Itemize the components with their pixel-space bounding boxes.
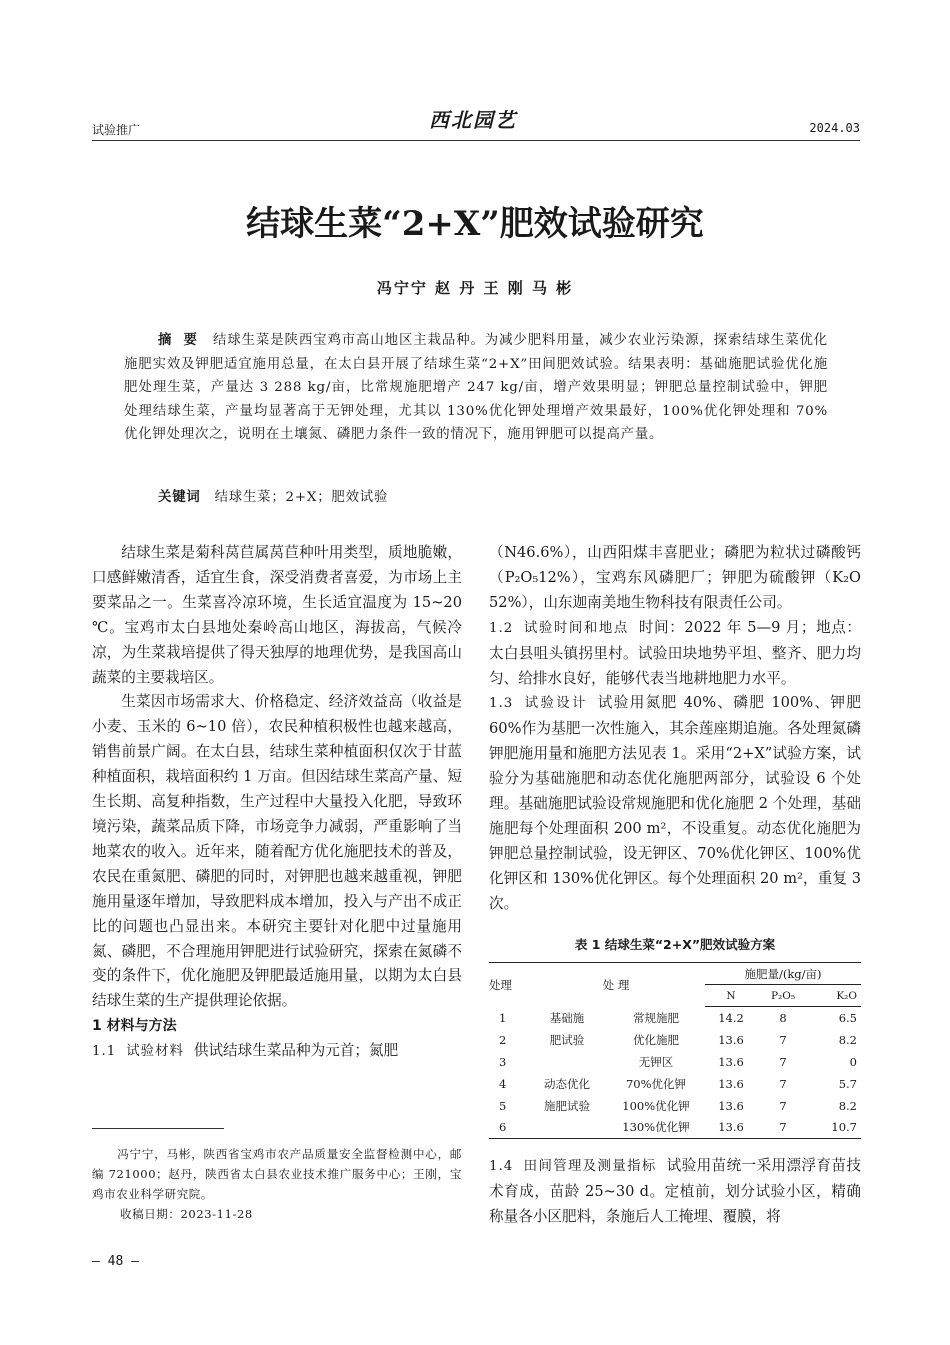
col-header-p: P₂O₅ [757, 985, 809, 1007]
k-value: 8.2 [838, 1032, 857, 1047]
header-rule [92, 140, 860, 141]
row-id: 3 [499, 1054, 507, 1069]
fertilizer-table [489, 962, 861, 1139]
keywords-label: 关键词 [158, 490, 201, 505]
group-label: 动态优化 [544, 1076, 590, 1091]
subsection-1-4 [489, 1154, 861, 1230]
article-authors: 冯宁宁 赵 丹 王 刚 马 彬 [376, 279, 574, 297]
n-value: 13.6 [718, 1054, 744, 1069]
right-column [489, 541, 861, 917]
journal-logo: 西北园艺 [429, 108, 517, 132]
materials-continued: （N46.6%），山西阳煤丰喜肥业；磷肥为粒状过磷酸钙（P₂O₅12%），宝鸡东风磷肥厂；钾肥为硫酸钾（K₂O 52%），山东迦南美地生物科技有限责任公司。 [489, 544, 861, 611]
n-value: 14.2 [718, 1010, 744, 1025]
col-header-amount: 施肥量/(kg/亩) [705, 963, 861, 985]
subsection-1-4-title: 田间管理及测量指标 [523, 1159, 657, 1174]
keywords [158, 486, 828, 505]
subsection-1-4-number: 1.4 [489, 1159, 514, 1174]
abstract-label: 摘要 [158, 333, 210, 348]
col-header-k: K₂O [809, 985, 861, 1007]
n-value: 13.6 [718, 1032, 744, 1047]
subsection-1-1-title: 试验材料 [126, 1044, 184, 1060]
subsection-1-1-number: 1.1 [92, 1044, 117, 1060]
abstract [124, 329, 828, 447]
treatment-name: 70%优化钾 [625, 1076, 687, 1091]
abstract-text: 结球生菜是陕西宝鸡市高山地区主栽品种。为减少肥料用量，减少农业污染源，探索结球生菜优化施肥实效及钾肥适宜施用总量，在太白县开展了结球生菜“2+X”田间肥效试验。结果表明：基础施肥试验优化施肥处理生菜，产量达 3 288 kg/亩，比常规施肥增产 247 kg/亩，增产效果明显；钾肥总量控制试验中，钾肥处理结球生菜，产量均显著高于无钾处理，尤其以 130%优化钾处理增产效果最好，100%优化钾处理和 70%优化钾处理次之，说明在土壤氮、磷肥力条件一致的情况下，施用钾肥可以提高产量。 [124, 333, 828, 442]
group-label [527, 1051, 607, 1073]
treatment-name: 无钾区 [638, 1054, 674, 1069]
p-value: 7 [779, 1098, 787, 1113]
table-row [489, 1007, 861, 1029]
p-value: 7 [779, 1076, 787, 1091]
section-label: 试验推广 [92, 123, 141, 137]
p-value: 8 [779, 1010, 787, 1025]
p-value: 7 [757, 1117, 809, 1139]
k-value: 8.2 [838, 1098, 857, 1113]
k-value: 6.5 [838, 1010, 857, 1025]
section-1-heading [92, 1014, 462, 1039]
p-value: 7 [779, 1032, 787, 1047]
intro-paragraph-2: 生菜因市场需求大、价格稳定、经济效益高（收益是小麦、玉米的 6~10 倍），农民种植积极性也越来越高，销售前景广阔。在太白县，结球生菜种植面积仅次于甘蓝种植面积，栽培面积约 1 万亩。但因结球生菜高产量、短生长期、高复种指数，生产过程中大量投入化肥，导致环境污染，蔬菜品质下降，市场竞争力减弱，严重影响了当地菜农的收入。近年来，随着配方优化施肥技术的普及，农民在重氮肥、磷肥的同时，对钾肥也越来越重视，钾肥施用量逐年增加，导致肥料成本增加，投入与产出不成正比的问题也凸显出来。本研究主要针对化肥中过量施用氮、磷肥，不合理施用钾肥进行试验研究，探索在氮磷不变的条件下，优化施肥及钾肥最适施用量，以期为太白县结球生菜的生产提供理论依据。 [92, 693, 462, 1010]
running-header [92, 108, 860, 142]
subsection-1-3-number: 1.3 [489, 696, 514, 712]
table-row [489, 1051, 861, 1073]
treatment-name: 优化施肥 [633, 1032, 679, 1047]
footnote-rule [92, 1128, 224, 1129]
treatment-name: 130%优化钾 [607, 1117, 705, 1139]
row-id: 6 [489, 1117, 527, 1139]
row-id: 5 [499, 1098, 507, 1113]
col-header-treatment: 处 理 [527, 963, 705, 1007]
table-row [489, 1073, 861, 1095]
subsection-1-3 [489, 691, 861, 916]
keywords-text: 结球生菜；2+X；肥效试验 [214, 490, 389, 505]
table-row [489, 1029, 861, 1051]
subsection-1-2-title: 试验时间和地点 [523, 620, 629, 636]
group-label: 肥试验 [549, 1032, 585, 1047]
author-footnote: 冯宁宁，马彬，陕西省宝鸡市农产品质量安全监督检测中心，邮编 721000；赵丹，陕西省太白县农业技术推广服务中心；王刚，宝鸡市农业科学研究院。 [92, 1147, 462, 1201]
col-header-id: 处理 [489, 963, 527, 1007]
k-value: 5.7 [838, 1076, 857, 1091]
subsection-1-3-text: 试验用氮肥 40%、磷肥 100%、钾肥 60%作为基肥一次性施入，其余莲座期追施。各处理氮磷钾肥施用量和施肥方法见表 1。采用“2+X”试验方案，试验分为基础施肥和动态优化施肥两部分，试验设 6 个处理。基础施肥试验设常规施肥和优化施肥 2 个处理，基础施肥每个处理面积 200 m²，不设重复。动态优化施肥为钾肥总量控制试验，设无钾区、70%优化钾区、100%优化钾区和 130%优化钾区。每个处理面积 20 m²，重复 3 次。 [489, 694, 861, 912]
received-date: 收稿日期：2023-11-28 [120, 1207, 253, 1221]
subsection-1-1-text: 供试结球生菜品种为元首；氮肥 [193, 1042, 399, 1060]
row-id: 4 [499, 1076, 507, 1091]
treatment-name: 常规施肥 [633, 1010, 679, 1025]
table-row [489, 1117, 861, 1139]
p-value: 7 [779, 1054, 787, 1069]
subsection-1-2-text: 时间：2022 年 5—9 月；地点：太白县咀头镇拐里村。试验田块地势平坦、整齐、肥力均匀、给排水良好，能够代表当地耕地肥力水平。 [489, 618, 861, 687]
page-number: — 48 — [92, 1254, 139, 1269]
row-id: 2 [499, 1032, 507, 1047]
n-value: 13.6 [718, 1098, 744, 1113]
subsection-1-1 [92, 1039, 462, 1065]
col-header-n: N [705, 985, 757, 1007]
group-label [527, 1117, 607, 1139]
subsection-1-4-text: 试验用苗统一采用漂浮育苗技术育成，苗龄 25~30 d。定植前，划分试验小区，精确称量各小区肥料，条施后人工掩埋、覆膜，将 [489, 1157, 861, 1225]
subsection-1-2-number: 1.2 [489, 620, 514, 636]
left-column [92, 541, 462, 1065]
k-value: 10.7 [809, 1117, 861, 1139]
n-value: 13.6 [718, 1076, 744, 1091]
section-1-title: 1 材料与方法 [92, 1018, 177, 1035]
k-value: 0 [849, 1054, 857, 1069]
table-row [489, 1095, 861, 1117]
intro-paragraph-1: 结球生菜是菊科莴苣属莴苣种叶用类型，质地脆嫩，口感鲜嫩清香，适宜生食，深受消费者喜爱，为市场上主要菜品之一。生菜喜冷凉环境，生长适宜温度为 15~20 ℃。宝鸡市太白县地处秦岭高山地区，海拔高，气候冷凉，为生菜栽培提供了得天独厚的地理优势，是我国高山蔬菜的主要栽培区。 [92, 544, 462, 686]
group-label: 基础施 [549, 1010, 585, 1025]
n-value: 13.6 [705, 1117, 757, 1139]
article-title: 结球生菜“2+X”肥效试验研究 [246, 204, 704, 244]
table-title: 表 1 结球生菜“2+X”肥效试验方案 [574, 937, 776, 952]
subsection-1-2 [489, 616, 861, 692]
group-label: 施肥试验 [544, 1098, 590, 1113]
subsection-1-3-title: 试验设计 [523, 696, 588, 712]
issue-label: 2024.03 [809, 121, 860, 135]
treatment-name: 100%优化钾 [622, 1098, 690, 1113]
row-id: 1 [499, 1010, 507, 1025]
